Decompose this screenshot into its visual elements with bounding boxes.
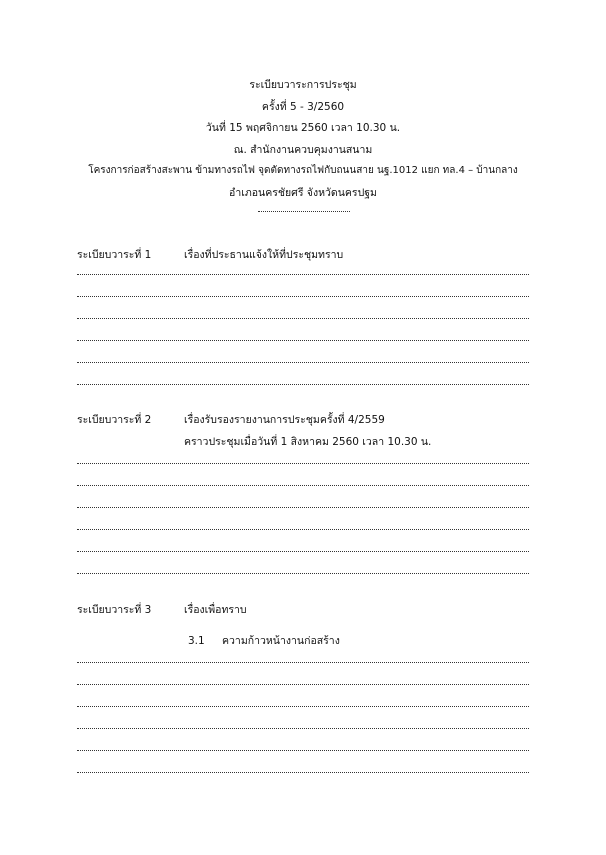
meeting-number: ครั้งที่ 5 - 3/2560	[261, 101, 345, 113]
agenda-2-line-1	[77, 463, 529, 464]
header-separator	[258, 211, 350, 212]
agenda-3-sub-number: 3.1	[188, 635, 205, 647]
agenda-2-line-3	[77, 507, 529, 508]
project-location: อำเภอนครชัยศรี จังหวัดนครปฐม	[229, 187, 377, 199]
agenda-3-label: ระเบียบวาระที่ 3	[77, 604, 152, 616]
agenda-1-line-3	[77, 318, 529, 319]
agenda-1-line-2	[77, 296, 529, 297]
agenda-3-line-4	[77, 728, 529, 729]
agenda-2-title-line2: คราวประชุมเมื่อวันที่ 1 สิงหาคม 2560 เวลา 10.30 น.	[184, 436, 432, 448]
agenda-2-line-5	[77, 551, 529, 552]
agenda-3-line-6	[77, 772, 529, 773]
agenda-2-line-4	[77, 529, 529, 530]
agenda-2-title: เรื่องรับรองรายงานการประชุมครั้งที่ 4/2559	[184, 414, 385, 426]
meeting-venue: ณ. สำนักงานควบคุมงานสนาม	[233, 144, 373, 156]
agenda-1-line-1	[77, 274, 529, 275]
agenda-2-label: ระเบียบวาระที่ 2	[77, 414, 152, 426]
agenda-1-line-6	[77, 384, 529, 385]
agenda-2-line-2	[77, 485, 529, 486]
project-name: โครงการก่อสร้างสะพาน ข้ามทางรถไฟ จุดตัดทางรถไฟกับถนนสาย นฐ.1012 แยก ทล.4 – บ้านกลาง	[88, 165, 518, 176]
meeting-datetime: วันที่ 15 พฤศจิกายน 2560 เวลา 10.30 น.	[205, 122, 401, 134]
agenda-3-sub-title: ความก้าวหน้างานก่อสร้าง	[222, 635, 340, 647]
meeting-title: ระเบียบวาระการประชุม	[249, 79, 357, 91]
agenda-1-line-5	[77, 362, 529, 363]
agenda-3-line-5	[77, 750, 529, 751]
agenda-1-label: ระเบียบวาระที่ 1	[77, 249, 152, 261]
agenda-3-line-1	[77, 662, 529, 663]
agenda-1-line-4	[77, 340, 529, 341]
agenda-2-line-6	[77, 573, 529, 574]
agenda-3-line-2	[77, 684, 529, 685]
agenda-3-title: เรื่องเพื่อทราบ	[184, 604, 247, 616]
agenda-3-line-3	[77, 706, 529, 707]
agenda-1-title: เรื่องที่ประธานแจ้งให้ที่ประชุมทราบ	[184, 249, 344, 261]
